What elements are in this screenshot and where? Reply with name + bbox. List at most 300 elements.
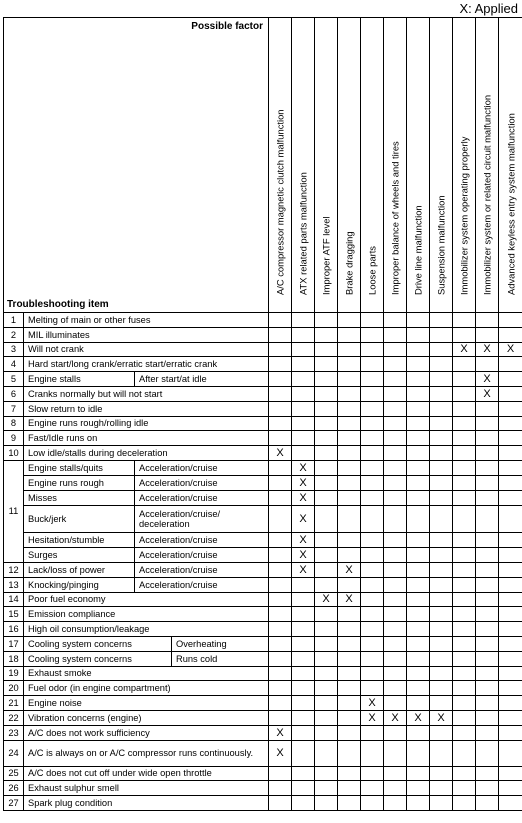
mark-cell bbox=[430, 607, 453, 622]
mark-cell bbox=[315, 696, 338, 711]
mark-cell bbox=[269, 577, 292, 592]
mark-cell bbox=[338, 327, 361, 342]
table-row bbox=[4, 327, 522, 342]
mark-cell: X bbox=[338, 592, 361, 607]
mark-cell bbox=[361, 505, 384, 532]
row-number: 14 bbox=[4, 592, 24, 607]
mark-cell bbox=[453, 710, 476, 725]
mark-cell bbox=[338, 766, 361, 781]
mark-cell bbox=[499, 796, 522, 811]
mark-cell bbox=[315, 740, 338, 766]
mark-cell bbox=[361, 666, 384, 681]
item-label: Fast/Idle runs on bbox=[24, 431, 269, 446]
mark-cell: X bbox=[292, 562, 315, 577]
mark-cell bbox=[453, 505, 476, 532]
mark-cell bbox=[315, 505, 338, 532]
item-label: Buck/jerk bbox=[24, 505, 135, 532]
mark-cell bbox=[269, 386, 292, 401]
table-row bbox=[4, 547, 522, 562]
mark-cell bbox=[269, 607, 292, 622]
mark-cell bbox=[292, 357, 315, 372]
mark-cell bbox=[476, 460, 499, 475]
mark-cell bbox=[338, 490, 361, 505]
column-header: Suspension malfunction bbox=[430, 18, 453, 313]
mark-cell bbox=[292, 446, 315, 461]
mark-cell bbox=[315, 681, 338, 696]
mark-cell bbox=[292, 636, 315, 651]
mark-cell bbox=[453, 725, 476, 740]
mark-cell bbox=[361, 636, 384, 651]
column-header: Brake dragging bbox=[338, 18, 361, 313]
mark-cell bbox=[499, 416, 522, 431]
mark-cell bbox=[315, 475, 338, 490]
mark-cell bbox=[292, 592, 315, 607]
mark-cell bbox=[361, 327, 384, 342]
mark-cell bbox=[384, 607, 407, 622]
column-header: A/C compressor magnetic clutch malfunction bbox=[269, 18, 292, 313]
mark-cell bbox=[269, 357, 292, 372]
mark-cell bbox=[269, 651, 292, 666]
condition-label: Overheating bbox=[172, 636, 269, 651]
mark-cell bbox=[315, 532, 338, 547]
mark-cell bbox=[453, 431, 476, 446]
mark-cell bbox=[407, 636, 430, 651]
row-number: 13 bbox=[4, 577, 24, 592]
mark-cell bbox=[476, 490, 499, 505]
table-row bbox=[4, 622, 522, 637]
mark-cell bbox=[499, 592, 522, 607]
item-label: Cooling system concerns bbox=[24, 636, 172, 651]
table-row bbox=[4, 505, 522, 532]
mark-cell bbox=[453, 357, 476, 372]
condition-label: Runs cold bbox=[172, 651, 269, 666]
mark-cell bbox=[361, 547, 384, 562]
row-number: 6 bbox=[4, 386, 24, 401]
mark-cell bbox=[453, 446, 476, 461]
mark-cell: X bbox=[269, 740, 292, 766]
mark-cell bbox=[269, 766, 292, 781]
item-label: Exhaust sulphur smell bbox=[24, 781, 269, 796]
mark-cell bbox=[338, 636, 361, 651]
mark-cell bbox=[269, 431, 292, 446]
mark-cell bbox=[430, 681, 453, 696]
mark-cell bbox=[384, 460, 407, 475]
mark-cell bbox=[384, 562, 407, 577]
mark-cell bbox=[499, 505, 522, 532]
row-number: 26 bbox=[4, 781, 24, 796]
item-label: Misses bbox=[24, 490, 135, 505]
mark-cell bbox=[499, 446, 522, 461]
row-number: 8 bbox=[4, 416, 24, 431]
mark-cell bbox=[315, 547, 338, 562]
item-label: Melting of main or other fuses bbox=[24, 313, 269, 328]
mark-cell bbox=[499, 681, 522, 696]
condition-label: Acceleration/cruise bbox=[135, 475, 269, 490]
table-row bbox=[4, 460, 522, 475]
mark-cell bbox=[338, 607, 361, 622]
mark-cell bbox=[361, 766, 384, 781]
mark-cell bbox=[338, 740, 361, 766]
mark-cell bbox=[292, 766, 315, 781]
mark-cell bbox=[338, 622, 361, 637]
mark-cell bbox=[453, 386, 476, 401]
mark-cell bbox=[407, 607, 430, 622]
mark-cell bbox=[453, 607, 476, 622]
mark-cell bbox=[269, 781, 292, 796]
table-row bbox=[4, 342, 522, 357]
mark-cell bbox=[315, 562, 338, 577]
mark-cell bbox=[476, 475, 499, 490]
mark-cell bbox=[430, 725, 453, 740]
mark-cell bbox=[476, 431, 499, 446]
mark-cell bbox=[338, 431, 361, 446]
mark-cell bbox=[315, 460, 338, 475]
mark-cell bbox=[407, 532, 430, 547]
row-number: 16 bbox=[4, 622, 24, 637]
mark-cell bbox=[476, 725, 499, 740]
mark-cell bbox=[499, 766, 522, 781]
mark-cell bbox=[269, 313, 292, 328]
row-number: 2 bbox=[4, 327, 24, 342]
mark-cell bbox=[407, 357, 430, 372]
mark-cell bbox=[453, 781, 476, 796]
table-row bbox=[4, 796, 522, 811]
mark-cell bbox=[407, 781, 430, 796]
row-number: 21 bbox=[4, 696, 24, 711]
mark-cell bbox=[430, 622, 453, 637]
mark-cell bbox=[338, 725, 361, 740]
mark-cell bbox=[453, 766, 476, 781]
mark-cell: X bbox=[338, 562, 361, 577]
mark-cell bbox=[384, 532, 407, 547]
mark-cell bbox=[361, 342, 384, 357]
mark-cell bbox=[338, 681, 361, 696]
header-cell bbox=[4, 18, 269, 313]
mark-cell bbox=[384, 475, 407, 490]
mark-cell bbox=[384, 636, 407, 651]
condition-label: Acceleration/cruise bbox=[135, 532, 269, 547]
mark-cell: X bbox=[476, 342, 499, 357]
mark-cell: X bbox=[292, 505, 315, 532]
mark-cell: X bbox=[361, 710, 384, 725]
mark-cell bbox=[499, 781, 522, 796]
mark-cell bbox=[499, 401, 522, 416]
mark-cell bbox=[499, 562, 522, 577]
mark-cell bbox=[315, 313, 338, 328]
mark-cell bbox=[315, 416, 338, 431]
condition-label: After start/at idle bbox=[135, 372, 269, 387]
mark-cell bbox=[476, 796, 499, 811]
mark-cell: X bbox=[315, 592, 338, 607]
mark-cell bbox=[499, 532, 522, 547]
mark-cell bbox=[384, 651, 407, 666]
mark-cell bbox=[361, 357, 384, 372]
mark-cell bbox=[453, 416, 476, 431]
table-row bbox=[4, 636, 522, 651]
mark-cell bbox=[384, 681, 407, 696]
mark-cell bbox=[338, 651, 361, 666]
mark-cell bbox=[361, 796, 384, 811]
mark-cell bbox=[407, 577, 430, 592]
mark-cell: X bbox=[476, 386, 499, 401]
condition-label: Acceleration/cruise bbox=[135, 460, 269, 475]
mark-cell bbox=[499, 651, 522, 666]
row-number: 1 bbox=[4, 313, 24, 328]
mark-cell bbox=[292, 431, 315, 446]
mark-cell bbox=[476, 607, 499, 622]
mark-cell bbox=[407, 766, 430, 781]
mark-cell bbox=[361, 562, 384, 577]
mark-cell bbox=[292, 401, 315, 416]
troubleshooting-matrix bbox=[3, 17, 522, 811]
mark-cell bbox=[407, 725, 430, 740]
mark-cell bbox=[361, 313, 384, 328]
column-header: Immobilizer system operating properly bbox=[453, 18, 476, 313]
mark-cell bbox=[430, 651, 453, 666]
mark-cell: X bbox=[499, 342, 522, 357]
mark-cell bbox=[476, 577, 499, 592]
mark-cell bbox=[407, 796, 430, 811]
mark-cell bbox=[407, 313, 430, 328]
mark-cell bbox=[384, 386, 407, 401]
table-row bbox=[4, 372, 522, 387]
mark-cell bbox=[361, 651, 384, 666]
mark-cell bbox=[476, 666, 499, 681]
mark-cell bbox=[269, 401, 292, 416]
mark-cell bbox=[430, 460, 453, 475]
mark-cell bbox=[407, 547, 430, 562]
mark-cell bbox=[338, 401, 361, 416]
mark-cell bbox=[453, 796, 476, 811]
table-row bbox=[4, 475, 522, 490]
condition-label: Acceleration/cruise bbox=[135, 490, 269, 505]
troubleshooting-item-label: Troubleshooting item bbox=[7, 299, 109, 310]
row-number: 11 bbox=[4, 460, 24, 562]
item-label: Cooling system concerns bbox=[24, 651, 172, 666]
mark-cell bbox=[407, 460, 430, 475]
mark-cell bbox=[430, 740, 453, 766]
mark-cell bbox=[453, 696, 476, 711]
mark-cell bbox=[384, 547, 407, 562]
mark-cell bbox=[384, 766, 407, 781]
item-label: Lack/loss of power bbox=[24, 562, 135, 577]
mark-cell bbox=[453, 622, 476, 637]
mark-cell bbox=[430, 532, 453, 547]
item-label: Poor fuel economy bbox=[24, 592, 269, 607]
mark-cell bbox=[315, 372, 338, 387]
row-number: 23 bbox=[4, 725, 24, 740]
mark-cell bbox=[476, 622, 499, 637]
mark-cell bbox=[338, 446, 361, 461]
mark-cell bbox=[407, 475, 430, 490]
table-row bbox=[4, 725, 522, 740]
matrix-body bbox=[4, 313, 522, 811]
mark-cell bbox=[499, 475, 522, 490]
item-label: Fuel odor (in engine compartment) bbox=[24, 681, 269, 696]
mark-cell bbox=[315, 401, 338, 416]
mark-cell bbox=[361, 681, 384, 696]
mark-cell bbox=[430, 357, 453, 372]
mark-cell bbox=[430, 577, 453, 592]
table-row bbox=[4, 416, 522, 431]
mark-cell bbox=[430, 696, 453, 711]
condition-label: Acceleration/cruise/ deceleration bbox=[135, 505, 269, 532]
mark-cell bbox=[453, 327, 476, 342]
mark-cell bbox=[315, 666, 338, 681]
table-row bbox=[4, 446, 522, 461]
mark-cell bbox=[430, 562, 453, 577]
column-header: Improper balance of wheels and tires bbox=[384, 18, 407, 313]
mark-cell bbox=[499, 740, 522, 766]
table-row bbox=[4, 651, 522, 666]
mark-cell bbox=[476, 327, 499, 342]
item-label: Engine stalls/quits bbox=[24, 460, 135, 475]
mark-cell bbox=[361, 781, 384, 796]
column-header: Immobilizer system or related circuit malfunction bbox=[476, 18, 499, 313]
mark-cell bbox=[407, 740, 430, 766]
mark-cell bbox=[361, 490, 384, 505]
mark-cell bbox=[384, 431, 407, 446]
row-number: 20 bbox=[4, 681, 24, 696]
mark-cell bbox=[338, 666, 361, 681]
mark-cell bbox=[292, 681, 315, 696]
item-label: Vibration concerns (engine) bbox=[24, 710, 269, 725]
mark-cell: X bbox=[269, 725, 292, 740]
mark-cell bbox=[430, 386, 453, 401]
mark-cell bbox=[453, 666, 476, 681]
mark-cell bbox=[338, 710, 361, 725]
mark-cell bbox=[499, 607, 522, 622]
mark-cell bbox=[384, 372, 407, 387]
mark-cell bbox=[430, 592, 453, 607]
table-row bbox=[4, 490, 522, 505]
mark-cell bbox=[476, 562, 499, 577]
mark-cell bbox=[430, 490, 453, 505]
mark-cell bbox=[315, 622, 338, 637]
column-header: Loose parts bbox=[361, 18, 384, 313]
mark-cell bbox=[453, 313, 476, 328]
mark-cell bbox=[384, 401, 407, 416]
mark-cell bbox=[476, 781, 499, 796]
mark-cell bbox=[384, 696, 407, 711]
mark-cell bbox=[315, 781, 338, 796]
item-label: Cranks normally but will not start bbox=[24, 386, 269, 401]
mark-cell bbox=[338, 313, 361, 328]
mark-cell bbox=[430, 431, 453, 446]
mark-cell bbox=[338, 696, 361, 711]
table-row bbox=[4, 431, 522, 446]
mark-cell bbox=[407, 401, 430, 416]
mark-cell bbox=[361, 725, 384, 740]
table-row bbox=[4, 681, 522, 696]
mark-cell bbox=[384, 490, 407, 505]
mark-cell bbox=[430, 342, 453, 357]
mark-cell bbox=[407, 696, 430, 711]
mark-cell bbox=[453, 547, 476, 562]
mark-cell bbox=[338, 505, 361, 532]
mark-cell bbox=[361, 431, 384, 446]
row-number: 19 bbox=[4, 666, 24, 681]
item-label: Surges bbox=[24, 547, 135, 562]
mark-cell bbox=[384, 666, 407, 681]
item-label: High oil consumption/leakage bbox=[24, 622, 269, 637]
table-row bbox=[4, 592, 522, 607]
mark-cell bbox=[361, 401, 384, 416]
mark-cell bbox=[292, 416, 315, 431]
mark-cell bbox=[384, 592, 407, 607]
mark-cell bbox=[269, 475, 292, 490]
mark-cell bbox=[453, 401, 476, 416]
item-label: Hesitation/stumble bbox=[24, 532, 135, 547]
mark-cell bbox=[476, 766, 499, 781]
mark-cell bbox=[384, 357, 407, 372]
table-row bbox=[4, 562, 522, 577]
mark-cell bbox=[315, 766, 338, 781]
row-number: 4 bbox=[4, 357, 24, 372]
row-number: 12 bbox=[4, 562, 24, 577]
item-label: Engine runs rough bbox=[24, 475, 135, 490]
mark-cell bbox=[499, 372, 522, 387]
mark-cell bbox=[269, 681, 292, 696]
mark-cell bbox=[499, 386, 522, 401]
table-row bbox=[4, 696, 522, 711]
mark-cell: X bbox=[292, 460, 315, 475]
mark-cell bbox=[315, 490, 338, 505]
mark-cell bbox=[453, 592, 476, 607]
mark-cell bbox=[361, 372, 384, 387]
mark-cell bbox=[269, 372, 292, 387]
mark-cell bbox=[361, 386, 384, 401]
mark-cell bbox=[315, 651, 338, 666]
mark-cell bbox=[384, 577, 407, 592]
mark-cell bbox=[499, 636, 522, 651]
mark-cell bbox=[315, 607, 338, 622]
mark-cell bbox=[269, 416, 292, 431]
mark-cell bbox=[292, 710, 315, 725]
mark-cell bbox=[453, 577, 476, 592]
mark-cell bbox=[338, 357, 361, 372]
row-number: 3 bbox=[4, 342, 24, 357]
mark-cell bbox=[269, 636, 292, 651]
condition-label: Acceleration/cruise bbox=[135, 577, 269, 592]
mark-cell bbox=[315, 342, 338, 357]
mark-cell bbox=[315, 386, 338, 401]
mark-cell bbox=[476, 547, 499, 562]
mark-cell: X bbox=[384, 710, 407, 725]
mark-cell bbox=[338, 475, 361, 490]
item-label: A/C does not cut off under wide open throttle bbox=[24, 766, 269, 781]
mark-cell bbox=[361, 460, 384, 475]
row-number: 24 bbox=[4, 740, 24, 766]
mark-cell bbox=[361, 446, 384, 461]
mark-cell bbox=[407, 505, 430, 532]
mark-cell bbox=[269, 547, 292, 562]
mark-cell bbox=[292, 796, 315, 811]
item-label: A/C is always on or A/C compressor runs continuously. bbox=[24, 740, 269, 766]
mark-cell bbox=[499, 313, 522, 328]
condition-label: Acceleration/cruise bbox=[135, 562, 269, 577]
mark-cell bbox=[315, 431, 338, 446]
row-number: 10 bbox=[4, 446, 24, 461]
row-number: 15 bbox=[4, 607, 24, 622]
row-number: 18 bbox=[4, 651, 24, 666]
mark-cell bbox=[476, 446, 499, 461]
mark-cell bbox=[430, 475, 453, 490]
mark-cell bbox=[476, 651, 499, 666]
table-row bbox=[4, 607, 522, 622]
table-row bbox=[4, 532, 522, 547]
mark-cell bbox=[315, 577, 338, 592]
